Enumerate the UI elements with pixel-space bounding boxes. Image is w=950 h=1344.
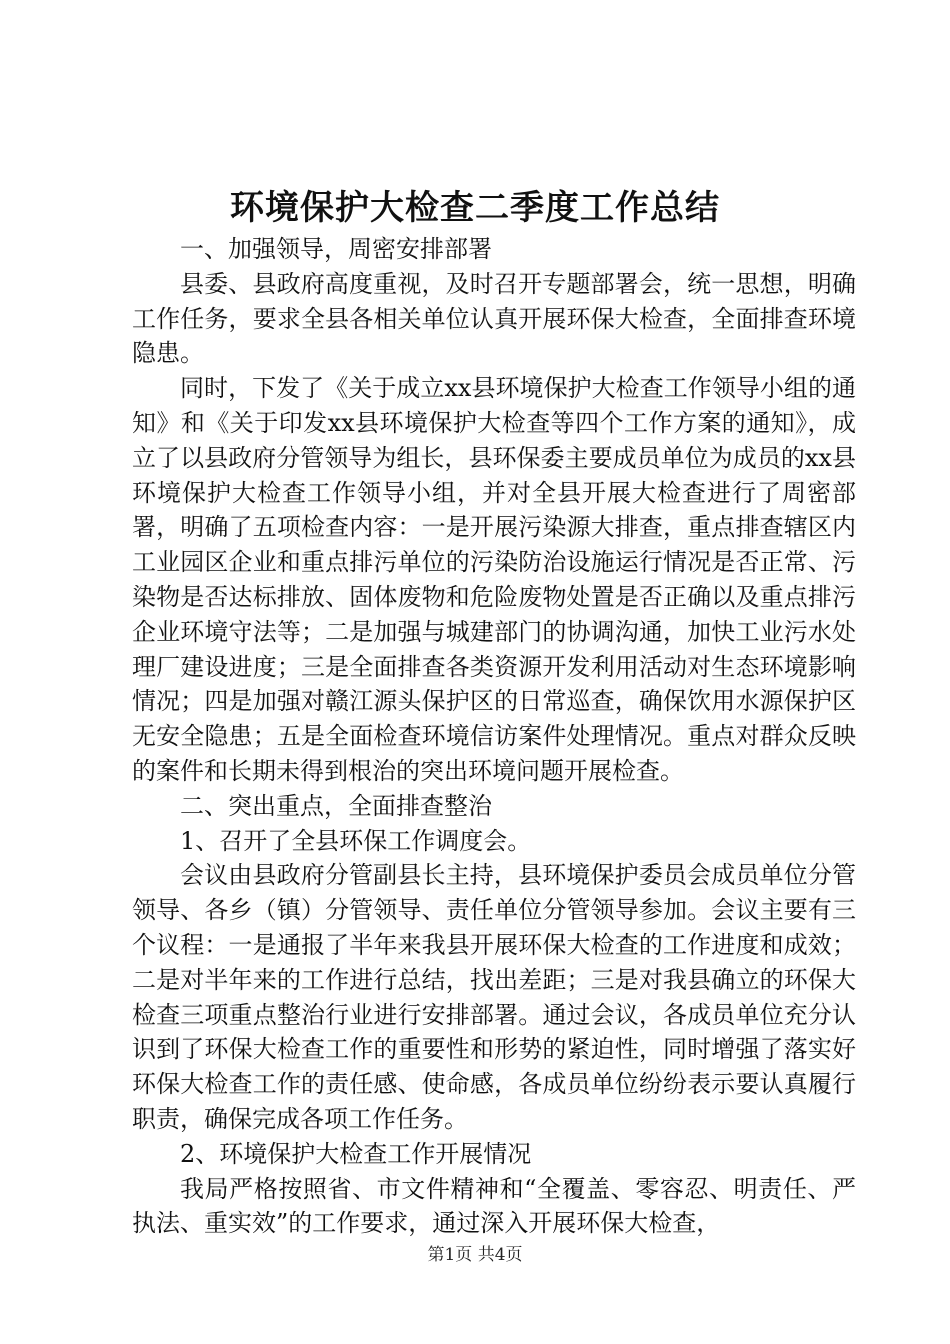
paragraph-2: 同时，下发了《关于成立xx县环境保护大检查工作领导小组的通知》和《关于印发xx县环境保护大检查等四个工作方案的通知》，成立了以县政府分管领导为组长，县环保委主要成员单位为成员的xx县环境保护大检查工作领导小组，并对全县开展大检查进行了周密部署，明确了五项检查内容：一是开展污染源大排查，重点排查辖区内工业园区企业和重点排污单位的污染防治设施运行情况是否正常、污染物是否达标排放、固体废物和危险废物处置是否正确以及重点排污企业环境守法等；二是加强与城建部门的协调沟通，加快工业污水处理厂建设进度；三是全面排查各类资源开发利用活动对生态环境影响情况；四是加强对赣江源头保护区的日常巡查，确保饮用水源保护区无安全隐患；五是全面检查环境信访案件处理情况。重点对群众反映的案件和长期未得到根治的突出环境问题开展检查。 [132,374,856,785]
subheading-1: 1、召开了全县环保工作调度会。 [180,826,532,855]
page-footer: 第1页 共4页 [427,1245,523,1265]
subheading-2: 2、环境保护大检查工作开展情况 [180,1139,532,1168]
document-body [132,232,856,1241]
section-heading-2: 二、突出重点，全面排查整治 [180,791,492,820]
paragraph-4: 我局严格按照省、市文件精神和“全覆盖、零容忍、明责任、严执法、重实效”的工作要求，通过深入开展环保大检查， [132,1174,856,1238]
paragraph-1: 县委、县政府高度重视，及时召开专题部署会，统一思想，明确工作任务，要求全县各相关单位认真开展环保大检查，全面排查环境隐患。 [132,269,856,368]
section-heading-1: 一、加强领导，周密安排部署 [180,235,492,263]
paragraph-3: 会议由县政府分管副县长主持，县环境保护委员会成员单位分管领导、各乡（镇）分管领导、责任单位分管领导参加。会议主要有三个议程：一是通报了半年来我县开展环保大检查的工作进度和成效；二是对半年来的工作进行总结，找出差距；三是对我县确立的环保大检查三项重点整治行业进行安排部署。通过会议，各成员单位充分认识到了环保大检查工作的重要性和形势的紧迫性，同时增强了落实好环保大检查工作的责任感、使命感，各成员单位纷纷表示要认真履行职责，确保完成各项工作任务。 [132,861,856,1133]
document-title: 环境保护大检查二季度工作总结 [230,188,720,228]
